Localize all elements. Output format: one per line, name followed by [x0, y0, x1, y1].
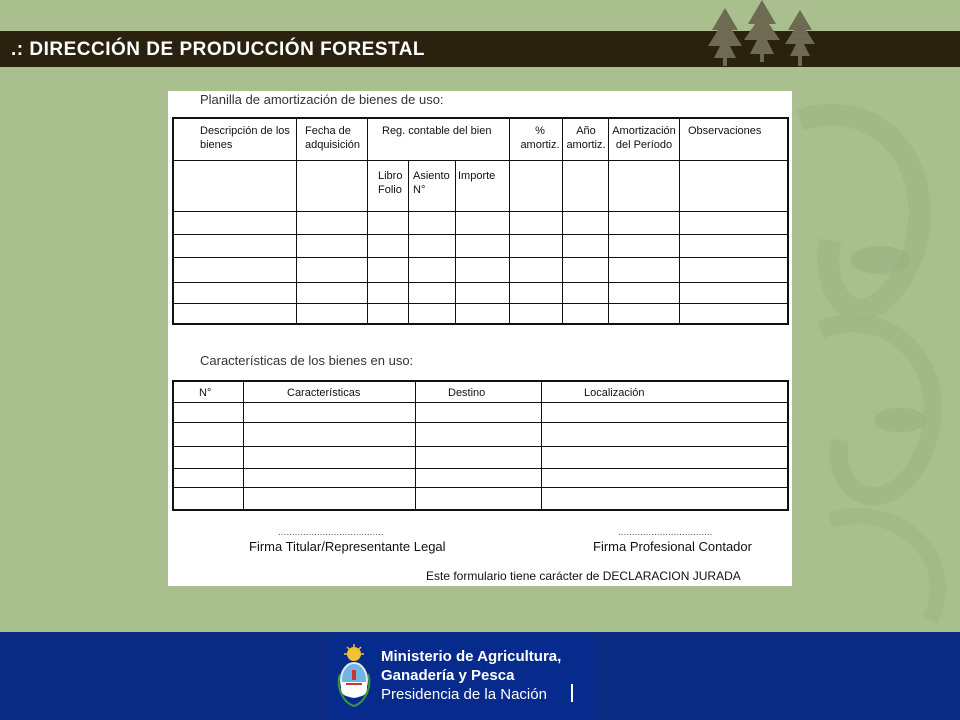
header-destino: Destino [448, 387, 486, 399]
header-observaciones: Observaciones [688, 125, 762, 137]
declaration-note: Este formulario tiene carácter de DECLARACION JURADA [426, 569, 741, 583]
header-importe: Importe [458, 170, 496, 182]
section-title-caracteristicas: Características de los bienes en uso: [200, 353, 414, 368]
ministry-name-line3: Presidencia de la Nación [381, 686, 547, 703]
header-numero: N° [199, 387, 212, 399]
header-localizacion: Localización [584, 387, 645, 399]
ministry-name-line2: Ganadería y Pesca [381, 667, 515, 684]
logo-divider [571, 684, 573, 702]
header-pct-amortiz: % amortiz. [520, 125, 560, 151]
ministry-name-line1: Ministerio de Agricultura, [381, 648, 562, 665]
header-anio-amortiz: Año amortiz. [566, 125, 606, 151]
coat-of-arms-icon [336, 644, 372, 708]
header-descripcion: Descripción de los bienes [200, 125, 290, 151]
signature-contador: Firma Profesional Contador [593, 539, 752, 554]
header-amortizacion-periodo: Amortización del Período [612, 125, 676, 151]
header-asiento: Asiento N° [413, 170, 450, 196]
header-fecha: Fecha de adquisición [305, 125, 361, 151]
form-document [168, 91, 792, 586]
header-caracteristicas: Características [287, 387, 361, 399]
signature-titular: Firma Titular/Representante Legal [249, 539, 446, 554]
section-title-amortizacion: Planilla de amortización de bienes de uso: [200, 92, 444, 107]
tree-icon [700, 0, 830, 70]
header-reg-contable: Reg. contable del bien [382, 125, 492, 137]
signature-line-right: .................................. [618, 527, 713, 538]
signature-line-left: ...................................... [278, 527, 384, 538]
header-libro-folio: Libro Folio [378, 170, 403, 196]
page-title: .: DIRECCIÓN DE PRODUCCIÓN FORESTAL [11, 39, 426, 60]
